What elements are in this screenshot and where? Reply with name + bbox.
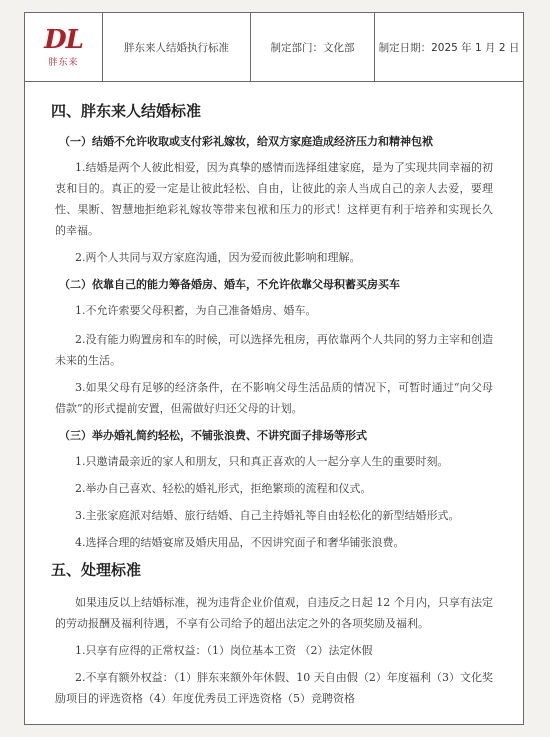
paragraph: 3.如果父母有足够的经济条件，在不影响父母生活品质的情况下，可暂时通过“向父母借款”的形式提前安置，但需做好归还父母的计划。 — [55, 381, 493, 415]
paragraph: 1.只邀请最亲近的家人和朋友，只和真正喜欢的人一起分享人生的重要时刻。 — [75, 455, 449, 468]
paragraph: 2.没有能力购置房和车的时候，可以选择先租房，再依靠两个人共同的努力主宰和创造未来的生活。 — [55, 333, 493, 367]
document-page — [24, 12, 524, 725]
paragraph: 2.两个人共同与双方家庭沟通，因为爱而彼此影响和理解。 — [75, 251, 361, 264]
issue-date: 制定日期：2025 年 1 月 2 日 — [378, 41, 520, 54]
paragraph: 如果违反以上结婚标准，视为违背企业价值观，自违反之日起 12 个月内，只享有法定的劳动报酬及福利待遇，不享有公司给予的超出法定之外的各项奖励及福利。 — [55, 596, 493, 630]
logo — [25, 13, 103, 81]
document-body — [25, 82, 523, 709]
subsection-1-title: （一）结婚不允许收取或支付彩礼嫁妆，给双方家庭造成经济压力和精神包袱 — [59, 135, 433, 148]
subsection-2-title: （二）依靠自己的能力筹备婚房、婚车，不允许依靠父母积蓄买房买车 — [59, 278, 400, 291]
department: 制定部门：文化部 — [251, 13, 375, 81]
logo-mark: DL — [44, 24, 83, 55]
document-header — [25, 13, 523, 82]
paragraph: 1.结婚是两个人彼此相爱，因为真挚的感情而选择组建家庭，是为了实现共同幸福的初衷和目的。真正的爱一定是让彼此轻松、自由，让彼此的亲人当成自己的亲人去爱，要理性、果断、智慧地拒绝彩礼嫁妆等带来包袱和压力的形式！这样更有利于培养和实现长久的幸福。 — [55, 161, 493, 237]
section-4-title: 四、胖东来人结婚标准 — [51, 102, 202, 120]
subsection-3-title: （三）举办婚礼简约轻松，不铺张浪费、不讲究面子排场等形式 — [59, 429, 367, 442]
paragraph: 2.不享有额外权益：（1）胖东来额外年休假、10 天自由假（2）年度福利（3）文化奖励项目的评选资格（4）年度优秀员工评选资格（5）竞聘资格 — [55, 671, 493, 705]
paragraph: 4.选择合理的结婚宴席及婚庆用品，不因讲究面子和奢华铺张浪费。 — [75, 536, 405, 549]
paragraph: 3.主张家庭派对结婚、旅行结婚、自己主持婚礼等自由轻松化的新型结婚形式。 — [75, 509, 460, 522]
paragraph: 1.只享有应得的正常权益：（1）岗位基本工资 （2）法定休假 — [75, 644, 373, 657]
logo-name: 胖东来 — [48, 57, 79, 68]
document-title: 胖东来人结婚执行标准 — [103, 13, 251, 81]
section-5-title: 五、处理标准 — [51, 561, 142, 579]
paragraph: 1.不允许索要父母积蓄，为自己准备婚房、婚车。 — [75, 304, 317, 317]
paragraph: 2.举办自己喜欢、轻松的婚礼形式，拒绝繁琐的流程和仪式。 — [75, 482, 372, 495]
